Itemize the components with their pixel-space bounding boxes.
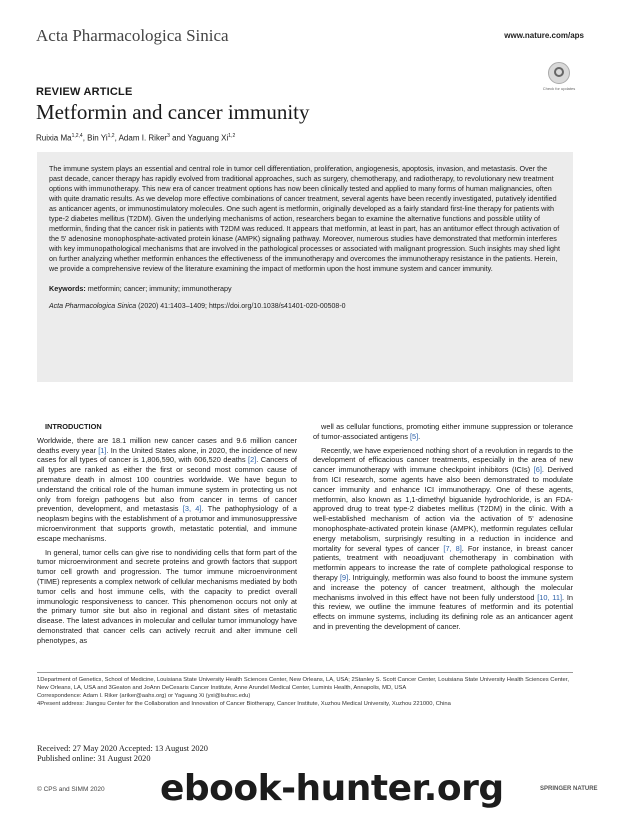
article-type: REVIEW ARTICLE (36, 86, 133, 98)
watermark: ebook-hunter.org (160, 768, 504, 809)
author-name: Bin Yi (87, 133, 108, 143)
paragraph-text: . The pathophysiology of a neoplasm begins with the establishment of a protumor and immunosuppressive microenvironment that supports growth, metastatic potential, and immune escape mechanisms. (37, 504, 297, 543)
paragraph-text: In general, tumor cells can give rise to nondividing cells that form part of the tumor microenvironment and secrete proteins and growth factors that support tumor cell growth and progression. The tumor immune microenvironment (TIME) represents a complex network of cellular mechanisms mediated by both tumor cells and host immune cells, with the capacity to predict overall immunologic responsiveness to cancer. This phenomenon occurs not only at the primary tumor site but also in regional and distant sites of metastatic disease. The latest advances in molecular and cellular tumor immunology have demonstrated that cancer cells can actively recruit and alter immune cell phenotypes, as (37, 547, 297, 645)
author-name: Adam I. Riker (118, 133, 168, 143)
reference-link[interactable]: [1] (98, 445, 107, 455)
reference-link[interactable]: [5] (409, 431, 419, 441)
copyright-notice: © CPS and SIMM 2020 (37, 786, 105, 793)
author-affiliation-marker: 3 (167, 133, 170, 139)
article-title: Metformin and cancer immunity (36, 100, 310, 124)
section-heading: INTRODUCTION (45, 422, 102, 431)
publisher-logo: SPRINGER NATURE (540, 786, 598, 792)
reference-link[interactable]: [10, 11] (537, 592, 563, 602)
journal-website-link[interactable]: www.nature.com/aps (504, 31, 584, 40)
body-paragraph (37, 436, 297, 544)
journal-name: Acta Pharmacologica Sinica (36, 26, 229, 45)
paragraph-text: . In this review, we outline the immune features of metformin and its potential effects on immune systems, including its defining role as an anticancer agent and in preventing the development of cancer. (313, 592, 573, 631)
author-name: Ruixia Ma (36, 133, 72, 143)
paragraph-text: . Intriguingly, metformin was also found to boost the immune system and increase the potency of cancer treatment, although the molecular mechanisms involved in this effect have not been fully understood (313, 572, 573, 602)
published-date: Published online: 31 August 2020 (37, 754, 151, 763)
reference-link[interactable]: [7, 8] (443, 543, 462, 553)
footnote-line: 1Department of Genetics, School of Medicine, Louisiana State University Health Sciences Center, New Orleans, LA, USA; 2Stanley S. Scott Cancer Center, Louisiana State University Health Sciences Center, New Orleans, LA, USA and 3Geaton and JoAnn DeCesaris Cancer Institute, Anne Arundel Medical Center, Luminis Health, Annapolis, MD, USA (37, 677, 569, 691)
citation-journal: Acta Pharmacologica Sinica (49, 303, 137, 310)
paragraph-text: Recently, we have experienced nothing short of a revolution in regards to the development of efficacious cancer treatments, especially in the area of new cancer immunotherapy with immune checkpoint inhibitors (ICIs) (313, 445, 573, 475)
citation-details[interactable]: (2020) 41:1403–1409; https://doi.org/10.1038/s41401-020-00508-0 (136, 303, 346, 310)
author-name: Yaguang Xi (187, 133, 229, 143)
author-affiliation-marker: 1,2,4 (71, 133, 83, 139)
abstract-text: The immune system plays an essential and central role in tumor cell differentiation, proliferation, angiogenesis, apoptosis, invasion, and metastasis. Over the past decade, cancer therapy has rapidly evolved from traditional approaches, such as surgery, chemotherapy, and radiotherapy, to revolutionary new treatment options with immunotherapy. This new era of cancer treatment options has now been clinically tested and applied to many forms of human malignancies, often with quite dramatic results. As we develop more effective combinations of cancer treatment, several agents have been recently investigated, putatively identified as anticancer agents, or immunostimulatory molecules. One such agent is metformin, originally developed as a fairly standard first-line therapy for patients with type-2 diabetes mellitus (T2DM). Given the underlying mechanisms of action, researchers began to examine the alternative functions and possible utility of metformin, finding that the cancer risk in patients with T2DM was reduced. It appears that metformin, at least in part, has an antitumor effect through activation of the 5' adenosine monophosphate-activated protein kinase (AMPK) signaling pathway. Moreover, numerous studies have demonstrated that metformin interferes with key immunopathological mechanisms that are involved in the pathological processes or associated with malignant progression. Such insights may shed light on further analyzing whether metformin enhances the effectiveness of the immunotherapy and overcomes the immunotherapy resistance in the patients. Herein, we provide a comprehensive review of the literature examining the impact of metformin upon the host immune system and cancer immunity. (49, 164, 560, 273)
citation-line (49, 303, 561, 310)
footnote-line: Correspondence: Adam I. Riker (ariker@aahs.org) or Yaguang Xi (yxi@lsuhsc.edu) (37, 693, 251, 699)
footnotes (37, 676, 573, 708)
keywords-line (49, 284, 561, 293)
keywords-label: Keywords: (49, 284, 86, 293)
body-column-right (313, 422, 573, 636)
paragraph-text: . Derived from ICI research, some agents have also been demonstrated to modulate cancer immunity and enhance ICI immunotherapy. One of these agents, metformin, also known as 1,1-dimethyl biguanide hydrochloride, is an FDA-approved drug to treat type-2 diabetes mellitus (T2DM) in the clinic. With a well-established mechanism of action via the activation of 5' adenosine monophosphate-activated protein kinase (AMPK), metformin regulates cellular energy metabolism, surprisingly resulting in a reduction in incidence and mortality for several types of cancer (313, 465, 573, 553)
reference-link[interactable]: [9] (339, 572, 349, 582)
paragraph-text: . In the United States alone, in 2020, the incidence of new cases for all types of cancer is 1,806,590, with 606,520 deaths (37, 445, 297, 465)
paragraph-text: . For instance, in breast cancer patients, treatment with neoadjuvant chemotherapy in combination with metformin appears to increase the rate of complete pathological response to therapy (313, 543, 573, 582)
author-list: Ruixia Ma$^{1,2,4}$, Bin Yi$^{1,2}$, Adam I. Riker$^3$ and Yaguang Xi$^{1,2}$ (36, 133, 236, 143)
footnote-line: 4Present address: Jiangsu Center for the Collaboration and Innovation of Cancer Biotherapy, Cancer Institute, Xuzhou Medical University, Xuzhou 221000, China (37, 701, 451, 707)
abstract-box (37, 152, 573, 382)
paragraph-text: well as cellular functions, promoting either immune suppression or tolerance of tumor-associated antigens (313, 422, 573, 441)
body-paragraph (37, 548, 297, 646)
footnote-divider (37, 672, 573, 673)
paragraph-text: . (418, 431, 421, 441)
author-affiliation-marker: 1,2 (107, 133, 115, 139)
reference-link[interactable]: [2] (248, 455, 257, 465)
body-paragraph (313, 422, 573, 442)
check-for-updates-icon[interactable] (548, 62, 570, 84)
reference-link[interactable]: [6] (533, 465, 542, 475)
article-dates (37, 744, 208, 764)
reference-link[interactable]: [3, 4] (182, 504, 202, 514)
paragraph-text: . Cancers of all types are ranked as either the first or second most common cause of premature death in almost 100 countries worldwide. We have begun to understand the critical role of the human immune system in protecting us not only from foreign pathogens but also from cancer in terms of cancer prevention, development, and metastasis (37, 455, 297, 514)
author-affiliation-marker: 1,2 (228, 133, 236, 139)
body-column-left (37, 422, 297, 650)
keywords-value: metformin; cancer; immunity; immunotherapy (87, 284, 232, 293)
paragraph-text: Worldwide, there are 18.1 million new cancer cases and 9.6 million cancer deaths every year (37, 435, 297, 455)
received-accepted-date: Received: 27 May 2020 Accepted: 13 August 2020 (37, 744, 208, 753)
check-for-updates-label: Check for updates (542, 86, 576, 91)
body-paragraph (313, 446, 573, 632)
